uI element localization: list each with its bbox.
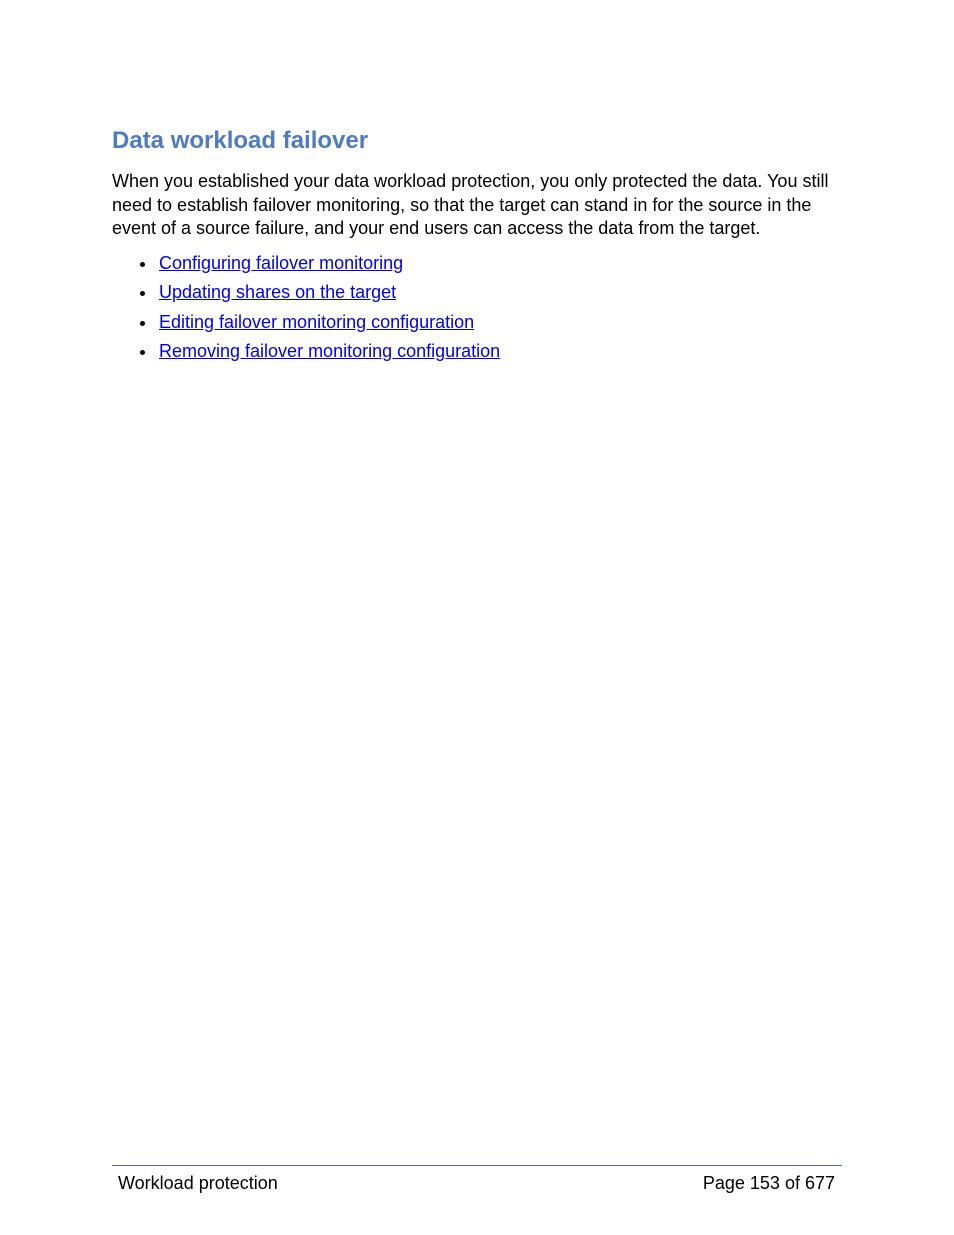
link-removing-failover-monitoring[interactable]: Removing failover monitoring configuration <box>159 340 501 361</box>
bullet-icon <box>140 262 145 267</box>
bullet-icon <box>140 350 145 355</box>
bullet-icon <box>140 291 145 296</box>
topic-link-list <box>112 251 500 368</box>
bullet-icon <box>140 321 145 326</box>
list-item <box>112 310 500 339</box>
list-item <box>112 339 500 368</box>
page-title: Data workload failover <box>112 127 369 154</box>
link-updating-shares[interactable]: Updating shares on the target <box>159 282 397 303</box>
link-editing-failover-monitoring[interactable]: Editing failover monitoring configuration <box>159 311 475 332</box>
footer-divider <box>112 1165 842 1166</box>
list-item <box>112 251 500 280</box>
intro-paragraph: When you established your data workload protection, you only protected the data. You still need to establish failover monitoring, so that the target can stand in for the source in the event of a source failure, and your end users can access the data from the target. <box>112 171 829 238</box>
link-configuring-failover-monitoring[interactable]: Configuring failover monitoring <box>159 253 404 273</box>
list-item <box>112 280 500 309</box>
footer-section-name: Workload protection <box>118 1173 278 1193</box>
footer-page-number: Page 153 of 677 <box>702 1173 835 1193</box>
